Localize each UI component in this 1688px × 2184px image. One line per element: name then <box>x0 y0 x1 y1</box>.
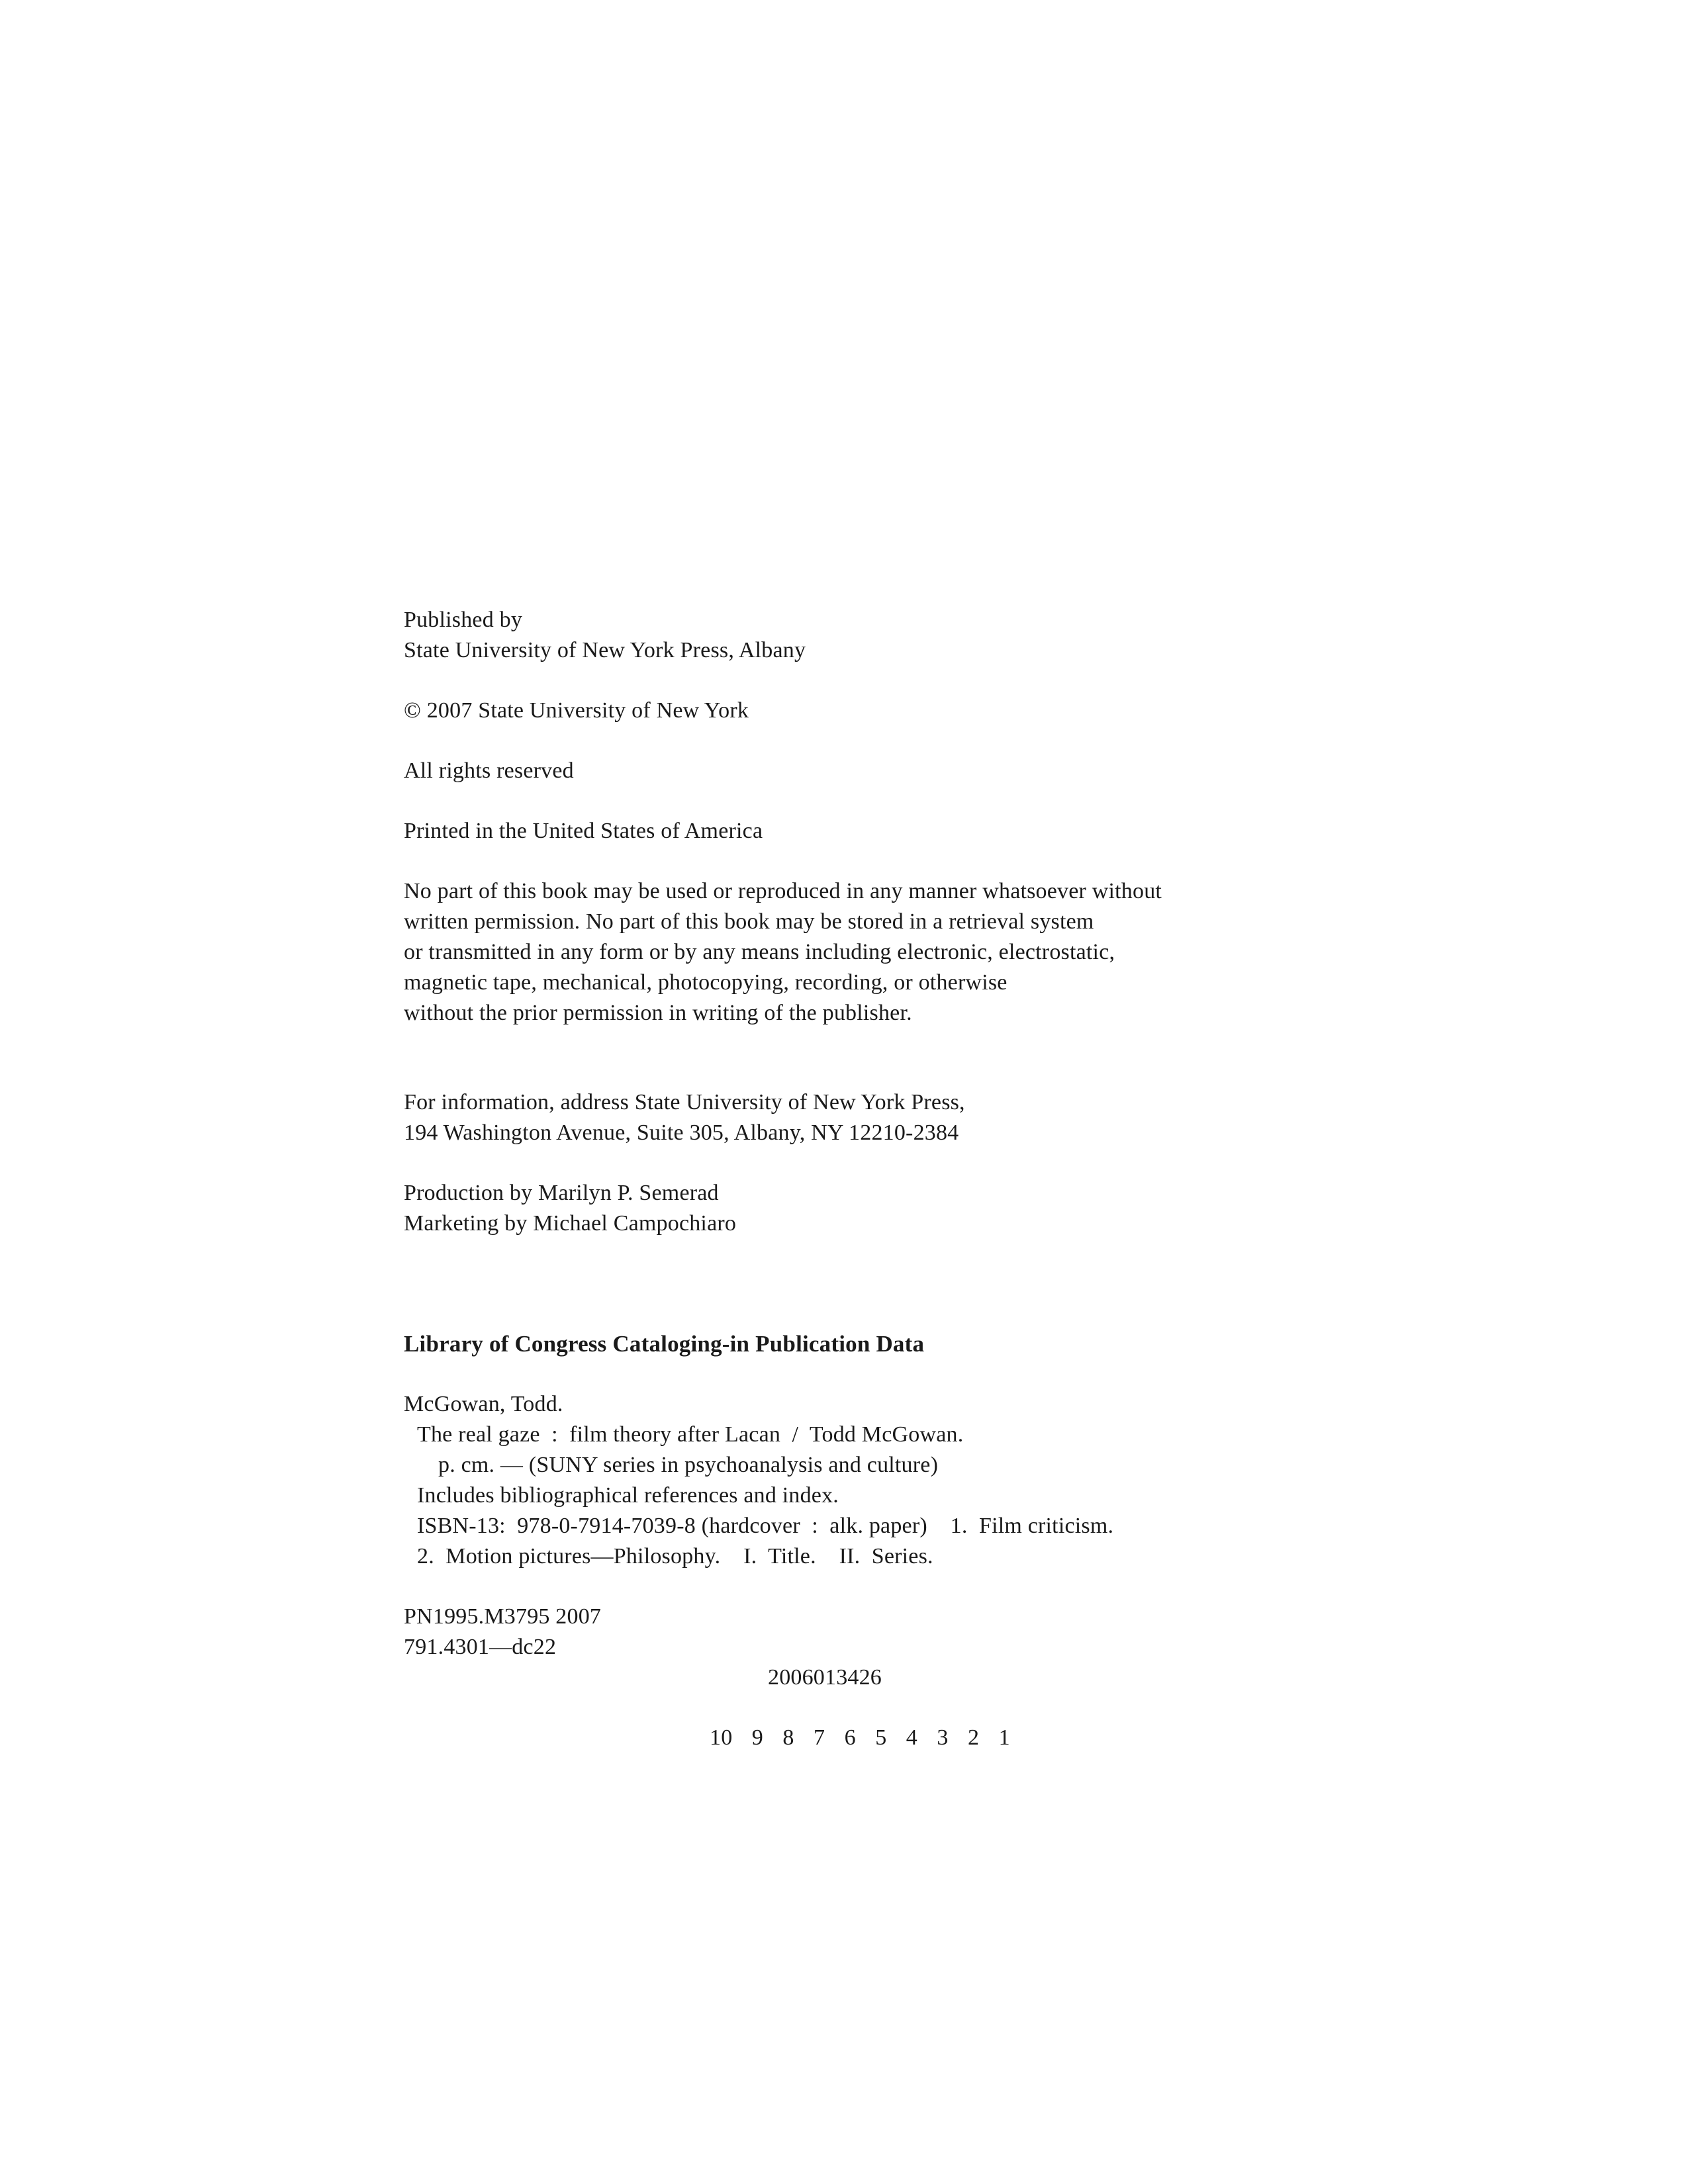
cip-lc-classification: PN1995.M3795 2007 <box>404 1604 602 1629</box>
publisher-name: State University of New York Press, Albany <box>404 638 806 662</box>
cip-dewey-classification: 791.4301—dc22 <box>404 1635 557 1659</box>
printed-location: Printed in the United States of America <box>404 819 763 843</box>
cip-author: McGowan, Todd. <box>404 1392 563 1416</box>
information-line: 194 Washington Avenue, Suite 305, Albany, NY 12210-2384 <box>404 1120 959 1145</box>
cip-series-line: p. cm. — (SUNY series in psychoanalysis and culture) <box>438 1453 939 1477</box>
permission-line: without the prior permission in writing of the publisher. <box>404 1001 912 1025</box>
cip-lccn: 2006013426 <box>768 1665 882 1690</box>
rights-statement: All rights reserved <box>404 758 574 783</box>
permission-line: magnetic tape, mechanical, photocopying, recording, or otherwise <box>404 970 1008 995</box>
permission-line: written permission. No part of this book may be stored in a retrieval system <box>404 909 1094 934</box>
cip-heading: Library of Congress Cataloging-in Publication Data <box>404 1331 925 1357</box>
permission-line: or transmitted in any form or by any means including electronic, electrostatic, <box>404 940 1115 964</box>
cip-subjects-line: 2. Motion pictures—Philosophy. I. Title. II. Series. <box>417 1544 933 1569</box>
production-credit: Production by Marilyn P. Semerad <box>404 1181 719 1205</box>
copyright-notice: © 2007 State University of New York <box>404 698 749 723</box>
cip-includes-line: Includes bibliographical references and index. <box>417 1483 839 1508</box>
printing-number-line: 10 9 8 7 6 5 4 3 2 1 <box>710 1725 1010 1750</box>
cip-title-line: The real gaze : film theory after Lacan / Todd McGowan. <box>417 1422 964 1447</box>
permission-line: No part of this book may be used or reproduced in any manner whatsoever without <box>404 879 1162 903</box>
cip-isbn-line: ISBN-13: 978-0-7914-7039-8 (hardcover : alk. paper) 1. Film criticism. <box>417 1514 1114 1538</box>
published-by-label: Published by <box>404 608 523 632</box>
marketing-credit: Marketing by Michael Campochiaro <box>404 1211 737 1236</box>
information-line: For information, address State University of New York Press, <box>404 1090 965 1115</box>
